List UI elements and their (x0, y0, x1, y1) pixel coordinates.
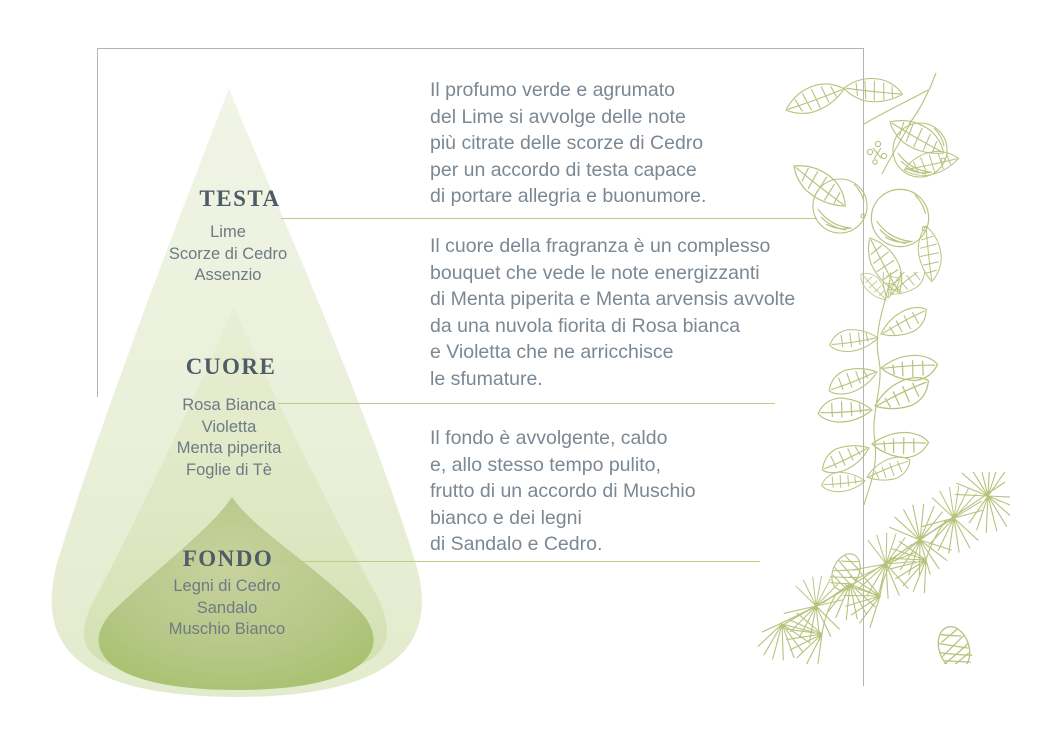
blossom-cluster (867, 141, 886, 164)
note-item: Violetta (201, 417, 257, 436)
description-line: di Menta piperita e Menta arvensis avvolte (430, 288, 796, 310)
citrus-branch-illustration (778, 70, 993, 295)
note-item: Muschio Bianco (168, 620, 286, 638)
pine-branch-illustration (746, 472, 1010, 664)
level-label-testa: TESTA (199, 186, 281, 211)
description-cuore (430, 233, 795, 392)
description-testa (430, 77, 706, 210)
note-item: Scorze di Cedro (168, 244, 288, 263)
description-line: da una nuvola fiorita di Rosa bianca (430, 314, 741, 337)
description-line: più citrate delle scorze di Cedro (430, 132, 704, 154)
description-line: e Violetta che ne arricchisce (430, 341, 674, 363)
description-line: bianco e dei legni (430, 506, 582, 529)
description-line: Il profumo verde e agrumato (430, 79, 675, 101)
pine-branch-group (753, 472, 1010, 664)
note-item: Sandalo (196, 598, 258, 617)
note-item: Foglie di Tè (186, 460, 272, 479)
note-item: Legni di Cedro (173, 577, 281, 595)
description-line: bouquet che vede le note energizzanti (430, 261, 760, 284)
description-line: per un accordo di testa capace (430, 158, 697, 181)
level-notes-cuore (177, 395, 282, 481)
note-item: Lime (210, 223, 246, 241)
level-label-fondo: FONDO (182, 546, 274, 571)
connector-line-testa (281, 218, 817, 219)
description-line: le sfumature. (430, 367, 543, 390)
level-notes-fondo (169, 576, 285, 641)
description-line: di Sandalo e Cedro. (430, 533, 603, 555)
description-line: frutto di un accordo di Muschio (430, 480, 696, 502)
connector-line-cuore (278, 403, 775, 404)
description-line: Il cuore della fragranza è un complesso (430, 235, 771, 257)
description-line: del Lime si avvolge delle note (430, 105, 686, 128)
connector-line-fondo (271, 561, 760, 562)
note-item: Rosa Bianca (182, 396, 276, 414)
mint-sprig-group (817, 272, 938, 505)
description-fondo (430, 425, 696, 558)
description-line: e, allo stesso tempo pulito, (430, 453, 661, 476)
level-notes-testa (169, 222, 287, 287)
level-label-cuore: CUORE (185, 354, 277, 379)
description-line: Il fondo è avvolgente, caldo (430, 427, 668, 449)
description-line: di portare allegria e buonumore. (430, 185, 707, 207)
note-item: Assenzio (194, 266, 262, 284)
citrus-branch-group (781, 73, 960, 295)
note-item: Menta piperita (176, 439, 282, 457)
